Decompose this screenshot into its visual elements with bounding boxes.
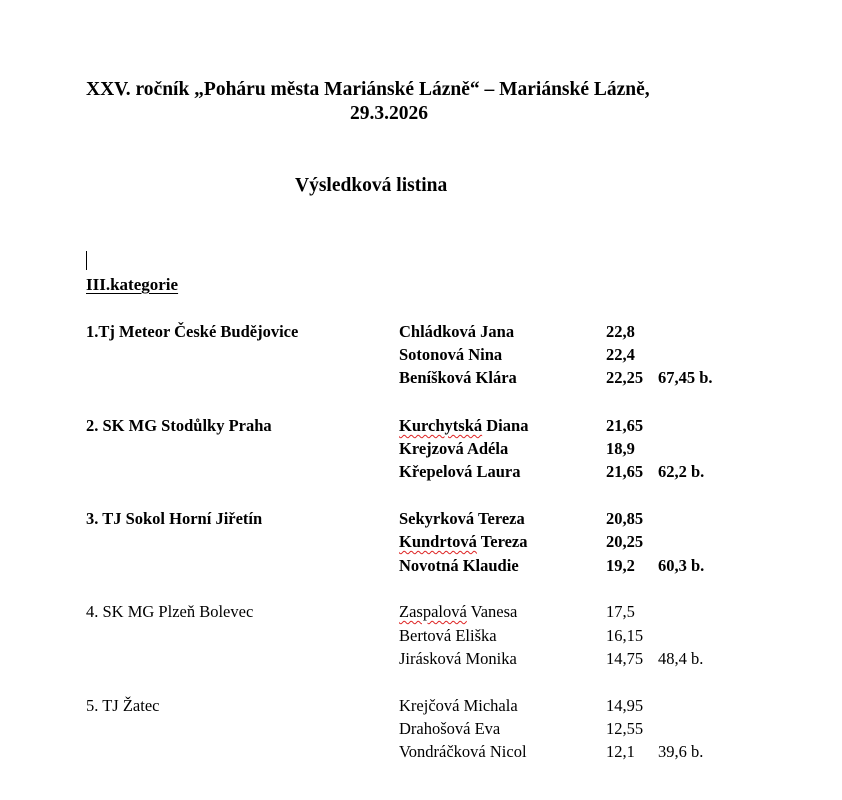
member-name: Novotná Klaudie xyxy=(399,556,519,575)
document-title xyxy=(86,78,706,126)
member-name: Chládková Jana xyxy=(399,322,515,341)
member-row xyxy=(399,626,729,649)
member-score: 22,8 xyxy=(606,322,635,341)
member-score: 12,1 xyxy=(606,742,635,761)
member-score: 21,65 xyxy=(606,462,644,481)
member-row xyxy=(399,532,729,555)
member-row xyxy=(399,696,729,719)
member-row xyxy=(399,439,729,462)
member-name: Křepelová Laura xyxy=(399,462,521,481)
team-total: 62,2 b. xyxy=(658,462,705,481)
category-label: III.kategorie xyxy=(86,275,179,294)
member-name: Drahošová Eva xyxy=(399,719,501,738)
member-name xyxy=(399,532,528,552)
member-row xyxy=(399,602,729,625)
member-score: 20,85 xyxy=(606,509,644,528)
member-row xyxy=(399,509,729,532)
member-row xyxy=(399,368,729,391)
member-score: 16,15 xyxy=(606,626,644,645)
member-name xyxy=(399,416,528,436)
team-total: 39,6 b. xyxy=(658,742,704,761)
text-cursor xyxy=(86,251,87,270)
member-row xyxy=(399,649,729,672)
team-total: 67,45 b. xyxy=(658,368,713,387)
member-row xyxy=(399,719,729,742)
member-name: Jirásková Monika xyxy=(399,649,517,668)
club-name: 3. TJ Sokol Horní Jiřetín xyxy=(86,509,263,528)
member-score: 14,95 xyxy=(606,696,644,715)
member-row xyxy=(399,416,729,439)
member-name-rest: Vanesa xyxy=(466,602,518,621)
team-total: 60,3 b. xyxy=(658,556,705,575)
member-row xyxy=(399,345,729,368)
member-row xyxy=(399,556,729,579)
title-line-2: 29.3.2026 xyxy=(350,103,428,124)
results-heading: Výsledková listina xyxy=(295,175,448,196)
title-line-1: XXV. ročník „Poháru města Mariánské Lázně“ – Mariánské Lázně, xyxy=(86,79,650,100)
member-score: 19,2 xyxy=(606,556,635,575)
member-score: 14,75 xyxy=(606,649,644,668)
member-score: 18,9 xyxy=(606,439,635,458)
member-name: Sekyrková Tereza xyxy=(399,509,525,528)
member-name: Krejčová Michala xyxy=(399,696,518,715)
category-heading xyxy=(86,275,178,295)
member-name-rest: Tereza xyxy=(476,532,528,551)
member-score: 22,25 xyxy=(606,368,644,387)
member-score: 12,55 xyxy=(606,719,644,738)
member-row xyxy=(399,322,729,345)
member-name: Beníšková Klára xyxy=(399,368,517,387)
club-name: 1.Tj Meteor České Budějovice xyxy=(86,322,299,341)
member-score: 21,65 xyxy=(606,416,644,435)
club-name: 5. TJ Žatec xyxy=(86,696,160,715)
member-name xyxy=(399,602,517,622)
member-name-first: Zaspalová xyxy=(399,602,467,621)
team-total: 48,4 b. xyxy=(658,649,704,668)
member-score: 22,4 xyxy=(606,345,635,364)
member-name-first: Kundrtová xyxy=(399,532,477,551)
member-row xyxy=(399,742,729,765)
member-score: 17,5 xyxy=(606,602,635,621)
member-name-rest: Diana xyxy=(482,416,529,435)
member-name: Krejzová Adéla xyxy=(399,439,509,458)
member-name-first: Kurchytská xyxy=(399,416,483,435)
member-score: 20,25 xyxy=(606,532,644,551)
club-name: 4. SK MG Plzeň Bolevec xyxy=(86,602,254,621)
member-name: Sotonová Nina xyxy=(399,345,503,364)
member-name: Vondráčková Nicol xyxy=(399,742,527,761)
club-name: 2. SK MG Stodůlky Praha xyxy=(86,416,272,435)
member-row xyxy=(399,462,729,485)
member-name: Bertová Eliška xyxy=(399,626,497,645)
